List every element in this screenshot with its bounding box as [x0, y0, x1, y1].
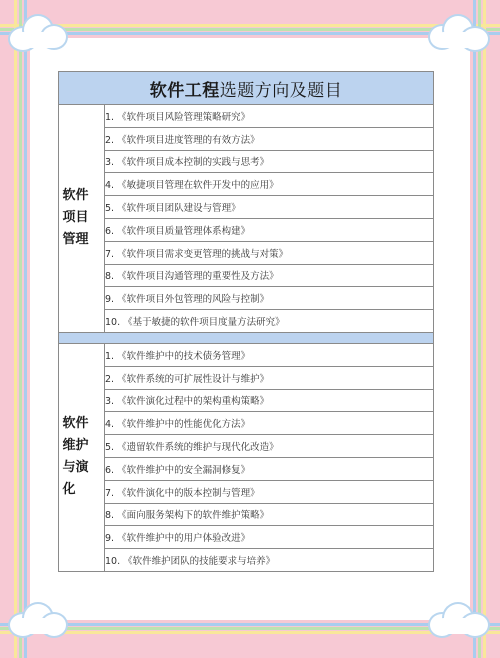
topic-item: 7. 《软件项目需求变更管理的挑战与对策》: [105, 241, 434, 264]
table-row: [59, 241, 434, 264]
topic-item: 8. 《面向服务架构下的软件维护策略》: [105, 503, 434, 526]
table-row: [59, 457, 434, 480]
topic-table: [58, 71, 434, 572]
title-rest-part: 选题方向及题目: [219, 80, 343, 101]
table-row: [59, 127, 434, 150]
topic-item: 5. 《软件项目团队建设与管理》: [105, 196, 434, 219]
cloud-decoration-top-right: [430, 14, 490, 54]
cloud-decoration-bottom-left: [10, 602, 70, 642]
topic-item: 9. 《软件维护中的用户体验改进》: [105, 526, 434, 549]
table-row: [59, 389, 434, 412]
table-row: [59, 287, 434, 310]
topic-item: 5. 《遗留软件系统的维护与现代化改造》: [105, 435, 434, 458]
topic-item: 4. 《敏捷项目管理在软件开发中的应用》: [105, 173, 434, 196]
topic-item: 6. 《软件维护中的安全漏洞修复》: [105, 457, 434, 480]
table-row: [59, 105, 434, 128]
category-label: 软件项目管理: [62, 188, 89, 248]
topic-item: 1. 《软件项目风险管理策略研究》: [105, 105, 434, 128]
table-row: [59, 196, 434, 219]
category-cell: [59, 343, 105, 571]
category-label: 软件维护与演化: [62, 416, 89, 498]
table-row: [59, 366, 434, 389]
table-row: [59, 412, 434, 435]
table-row: [59, 173, 434, 196]
topic-item: 3. 《软件演化过程中的架构重构策略》: [105, 389, 434, 412]
table-row: [59, 343, 434, 366]
topic-item: 10. 《基于敏捷的软件项目度量方法研究》: [105, 310, 434, 333]
table-row: [59, 549, 434, 572]
topic-item: 4. 《软件维护中的性能优化方法》: [105, 412, 434, 435]
topic-item: 8. 《软件项目沟通管理的重要性及方法》: [105, 264, 434, 287]
topic-item: 1. 《软件维护中的技术债务管理》: [105, 343, 434, 366]
table-row: [59, 435, 434, 458]
title-bold-part: 软件工程: [149, 80, 220, 101]
table-row: [59, 310, 434, 333]
topic-item: 9. 《软件项目外包管理的风险与控制》: [105, 287, 434, 310]
table-row: [59, 264, 434, 287]
topic-item: 10. 《软件维护团队的技能要求与培养》: [105, 549, 434, 572]
topic-item: 2. 《软件项目进度管理的有效方法》: [105, 127, 434, 150]
cloud-decoration-top-left: [10, 14, 70, 54]
topic-item: 7. 《软件演化中的版本控制与管理》: [105, 480, 434, 503]
topic-item: 6. 《软件项目质量管理体系构建》: [105, 218, 434, 241]
table-row: [59, 150, 434, 173]
page-title: [59, 72, 434, 105]
table-row: [59, 503, 434, 526]
category-cell: [59, 105, 105, 333]
topic-item: 3. 《软件项目成本控制的实践与思考》: [105, 150, 434, 173]
table-row: [59, 526, 434, 549]
table-row: [59, 218, 434, 241]
table-row: [59, 480, 434, 503]
section-divider: [59, 332, 434, 343]
topic-item: 2. 《软件系统的可扩展性设计与维护》: [105, 366, 434, 389]
cloud-decoration-bottom-right: [430, 602, 490, 642]
